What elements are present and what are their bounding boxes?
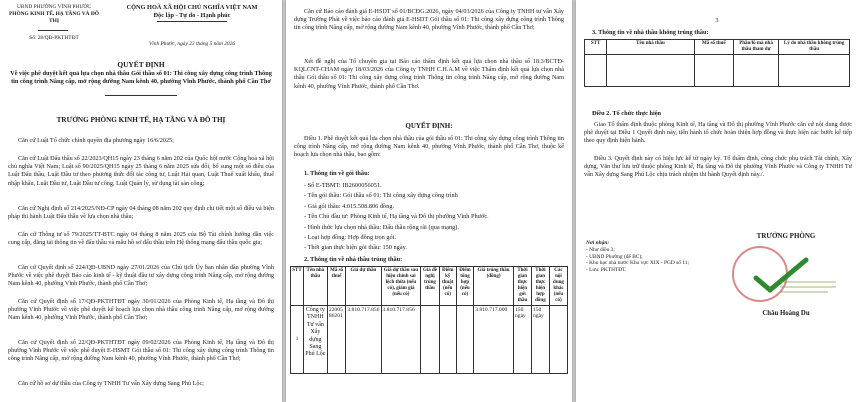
decides-heading: QUYẾT ĐỊNH: — [405, 122, 453, 130]
table-header-cell: Điểm tổng hợp (nếu có) — [456, 267, 473, 306]
document-page-3 — [576, 0, 858, 402]
package-info-item: - Loại hợp đồng: Hợp đồng trọn gói. — [304, 233, 397, 241]
p1-paragraph: Căn cứ Thông tư số 79/2025/TT-BTC ngày 04 tháng 8 năm 2025 của Bộ Tài chính hướng dẫn việc cung cấp, đăng tải thông tin về đấu thầu và mẫu hồ sơ đấu thầu trên Hệ thống mạng đấu thầu quốc gia; — [8, 231, 274, 247]
article-3: Điều 3. Quyết định này có hiệu lực kể từ ngày ký. Tổ thẩm định, công chức phụ trách Tài chính, Xây dựng, Văn thư lưu trữ thuộc phòng Kinh tế, Hạ tầng và Đô thị phường Vĩnh Phước và Công ty TNHH Tư vấn Xây dựng Sang Phú Lộc chịu trách nhiệm thi hành Quyết định này./. — [584, 155, 852, 179]
section-1-heading: 1. Thông tin về gói thầu: — [304, 170, 370, 177]
table-cell: 1 — [291, 306, 304, 374]
org-top: UBND PHƯỜNG VĨNH PHƯỚC — [16, 4, 91, 10]
table-cell: 2200586201 — [327, 306, 346, 374]
place-date: Vĩnh Phước, ngày 23 tháng 5 năm 2026 — [148, 41, 236, 47]
package-info-list — [304, 182, 564, 255]
p2-paragraph: Xét đề nghị của Tổ chuyên gia tại Báo cáo thẩm định kết quả lựa chọn nhà thầu số 18.3/BCTĐ-KQLCNT-CHAM ngày 18/03/2026 của Công ty TNHH C.H.A.M về việc Thẩm định kết quả lựa chọn nhà thầu Gói thầu số 01: Thi công xây dựng công trình Thông tin công trình Nâng cấp, mở rộng đường Nam kênh 40, phường Vĩnh Phước, thành phố Cần Thơ. — [294, 58, 564, 90]
p1-paragraph: Căn cứ Luật Tổ chức chính quyền địa phương ngày 16/6/2025; — [18, 137, 174, 144]
subject-underline — [105, 95, 177, 96]
table-cell — [456, 306, 473, 374]
table-header-cell: Mã số thuế — [694, 40, 733, 55]
package-info-item: - Tên Chủ đầu tư: Phòng Kinh tế, Hạ tầng và Đô thị phường Vĩnh Phước. — [304, 213, 489, 221]
motto: Độc lập - Tự do - Hạnh phúc — [153, 12, 231, 19]
doc-title: QUYẾT ĐỊNH — [117, 60, 165, 69]
signer-name: Châu Hoàng Du — [762, 310, 810, 317]
table-header-cell: Giá đề nghị trúng thầu — [421, 267, 439, 306]
p1-paragraph: Căn cứ Luật Đấu thầu số 22/2023/QH15 ngày 23 tháng 6 năm 202 của Quốc hội nước Cộng hoà xã hội chủ nghĩa Việt Nam; Luật số 90/2025/QH15 ngày 25 tháng 6 năm 2025 sửa đổi, bổ sung một số điều của Luật Đấu thầu, Luật Đầu tư theo phương thức đối tác công tư, Luật Hải quan, Luật Thuế xuất khẩu, thuế nhập khẩu, Luật Đầu tư, Luật Đầu tư công, Luật Quản lý, sử dụng tài sản công; — [8, 155, 274, 187]
article-2: Giao Tổ thẩm định thuộc phòng Kinh tế, Hạ tầng và Đô thị phường Vĩnh Phước căn cứ nội dung được phê duyệt tại Điều 1 Quyết định này, tiến hành tổ chức hoàn thiện hợp đồng và thực hiện các bước kế tiếp theo quy định hiện hành. — [584, 121, 852, 145]
authority: TRƯỞNG PHÒNG KINH TẾ, HẠ TẦNG VÀ ĐÔ THỊ — [56, 116, 226, 124]
recipients-title: Nơi nhận: — [586, 240, 610, 246]
table-header-cell: Tên nhà thầu — [607, 40, 695, 55]
document-page-1 — [0, 0, 282, 402]
nation-title: CỘNG HOÀ XÃ HỘI CHỦ NGHĨA VIỆT NAM — [126, 4, 258, 11]
table-cell: 3.810.717.856 — [381, 306, 421, 374]
winner-table — [290, 266, 568, 374]
recipient-item: - Lưu: PKTHTĐT. — [586, 267, 627, 274]
non-winner-table — [584, 39, 850, 87]
table-cell — [549, 306, 567, 374]
section-2-heading: 2. Thông tin về nhà thầu trúng thầu: — [304, 256, 403, 263]
table-header-cell: Mã số thuế — [327, 267, 346, 306]
table-header-cell: Tên nhà thầu — [303, 267, 327, 306]
p2-paragraph: Căn cứ Báo cáo đánh giá E-HSDT số 01/BCĐG.2026, ngày 04/03/2026 của Công ty TNHH tư vấn Xây dựng Trường Phát về việc báo cáo đánh giá E-HSDT Gói thầu số 01: Thi công xây dựng công trình Thông tin công trình Nâng cấp, mở rộng đường Nam kênh 40, phường Vĩnh Phước, thành phố Cần Thơ; — [294, 8, 564, 32]
p1-paragraph: Căn cứ Quyết định số 224/QĐ-UBND ngày 27/01/2026 của Chủ tịch Ủy ban nhân dân phường Vĩnh Phước về việc phê duyệt Báo cáo kinh tế - kỹ thuật đầu tư xây dựng công trình Nâng cấp, mở rộng đường Nam kênh 40, phường Vĩnh Phước, thành phố Cần Thơ; — [8, 264, 274, 288]
section-3-heading: 3. Thông tin về nhà thầu không trúng thầu: — [592, 29, 709, 36]
table-header-cell: Các nội dung khác (nếu có) — [549, 267, 567, 306]
p1-paragraph: Căn cứ Quyết định số 17/QĐ-PKTHTĐT ngày 30/01/2026 của Phòng Kinh tế, Hạ tầng và Đô thị phường Vĩnh Phước về việc phê duyệt kế hoạch lựa chọn nhà thầu công trình Nâng cấp, mở rộng đường Nam kênh 40, phường Vĩnh Phước, thành phố Cần Thơ; — [8, 298, 274, 322]
digital-signature-check-icon — [750, 254, 840, 298]
package-info-item: - Hình thức lựa chọn nhà thầu: Đấu thầu rộng rãi (qua mạng). — [304, 223, 459, 231]
article-2-heading: Điều 2. Tổ chức thực hiện — [592, 110, 662, 117]
package-info-item: - Thời gian thực hiện gói thầu: 150 ngày. — [304, 244, 407, 252]
page-number: 3 — [715, 17, 719, 24]
article-1: Điều 1. Phê duyệt kết quả lựa chọn nhà thầu của gói thầu số 01: Thi công xây dựng công trình Thông tin công trình Nâng cấp, mở rộng đường Nam kênh 40, phường Vĩnh Phước, thành phố Cần Thơ, thuộc kế hoạch lựa chọn nhà thầu, bao gồm: — [294, 135, 564, 159]
p1-paragraph: Căn cứ Quyết định số 22/QĐ-PKTHTĐT ngày 09/02/2026 của Phòng Kinh tế, Hạ tầng và Đô thị phường Vĩnh Phước về việc phê duyệt E-HSMT Gói thầu số 01: Thi công xây dựng công trình Thông tin công trình Nâng cấp, mở rộng đường Nam kênh 40, phường Vĩnh Phước, thành phố Cần Thơ; — [8, 339, 274, 363]
table-cell — [439, 306, 456, 374]
table-header-cell: STT — [291, 267, 304, 306]
table-header-cell: Thời gian thực hiện gói thầu — [513, 267, 531, 306]
signer-title: TRƯỞNG PHÒNG — [756, 232, 816, 240]
table-header-cell: Lý do nhà thầu không trúng thầu — [779, 40, 850, 55]
table-header-cell: Giá dự thầu sau hiệu chỉnh sai lệch thừa (nếu có), giảm giá (nếu có) — [381, 267, 421, 306]
motto-underline — [157, 21, 227, 22]
table-cell — [421, 306, 439, 374]
package-info-item: - Giá gói thầu: 4.015.508.806 đồng. — [304, 202, 395, 210]
table-cell: 3.810.717.000 — [474, 306, 514, 374]
table-row — [291, 306, 568, 374]
table-cell: Công ty TNHH Tư vấn Xây dựng Sang Phú Lộc — [303, 306, 327, 374]
org-header — [6, 4, 102, 24]
recipients — [586, 240, 706, 274]
table-header-cell: Phần/lô mà nhà thầu tham dự — [733, 40, 778, 55]
table-cell: 150 ngày — [531, 306, 549, 374]
table-cell: 150 ngày — [513, 306, 531, 374]
recipient-item: - Như điều 3; — [586, 246, 615, 253]
recipient-item: - Khu bạc nhà nước Khu vực XIX - PGD số 11; — [586, 260, 689, 267]
table-header-cell: Giá trúng thầu (đồng) — [474, 267, 514, 306]
winner-table-header — [291, 267, 568, 306]
table-header-cell: Giá dự thầu — [346, 267, 381, 306]
p1-paragraph: Căn cứ hồ sơ dự thầu của Công ty TNHH Tư vấn Xây dựng Sang Phú Lộc; — [18, 380, 204, 387]
org-name: PHÒNG KINH TẾ, HẠ TẦNG VÀ ĐÔ THỊ — [8, 10, 99, 24]
package-info-item: - Số E-TBMT: IB2600056051. — [304, 182, 382, 189]
document-page-2 — [286, 0, 572, 402]
doc-subject: Về việc phê duyệt kết quả lựa chọn nhà thầu Gói thầu số 01: Thi công xây dựng công trình Thông tin công trình Nâng cấp, mở rộng đường Nam kênh 40, phường Vĩnh Phước, thành phố Cần Thơ — [10, 70, 272, 85]
table-header-cell: Điểm kỹ thuật (nếu có) — [439, 267, 456, 306]
table-header-cell: Thời gian thực hiện hợp đồng — [531, 267, 549, 306]
recipient-item: - UBND Phường (để BC); — [586, 253, 643, 260]
table-header-cell: STT — [585, 40, 607, 55]
p1-paragraph: Căn cứ Nghị định số 214/2025/NĐ-CP ngày 04 tháng 08 năm 202 quy định chi tiết một số điều và biện pháp thi hành Luật Đấu thầu về lựa chọn nhà thầu; — [8, 205, 274, 221]
table-row — [585, 55, 850, 87]
doc-number: Số: 28/QĐ-PKTHTĐT — [29, 35, 79, 41]
package-info-item: - Tên gói thầu: Gói thầu số 01: Thi công xây dựng công trình — [304, 192, 458, 200]
org-underline — [38, 30, 68, 31]
table-cell: 3.810.717.856 — [346, 306, 381, 374]
non-winner-table-header — [585, 40, 850, 55]
